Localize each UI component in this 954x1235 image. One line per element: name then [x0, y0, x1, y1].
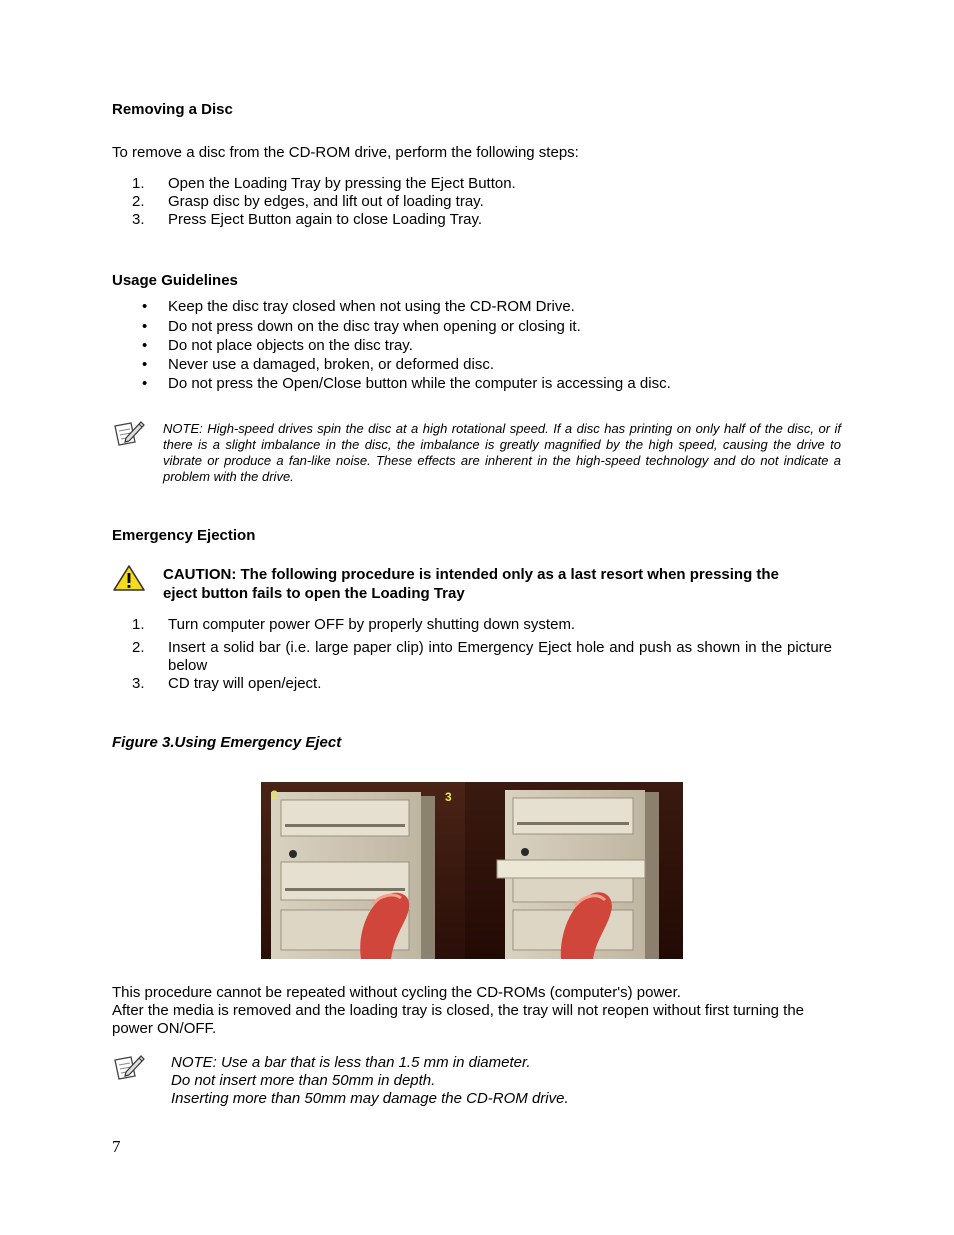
caution-line: eject button fails to open the Loading Tray	[163, 585, 465, 602]
figure-photo-right	[445, 782, 683, 959]
list-number: 2.	[132, 193, 145, 210]
removing-intro: To remove a disc from the CD-ROM drive, perform the following steps:	[112, 144, 579, 161]
figure-caption: Figure 3.Using Emergency Eject	[112, 734, 342, 751]
list-text: Turn computer power OFF by properly shutting down system.	[168, 616, 576, 633]
note-pencil-icon	[113, 1054, 145, 1082]
list-text: Do not press the Open/Close button while the computer is accessing a disc.	[168, 375, 671, 392]
bullet: •	[142, 375, 148, 392]
note-line: Do not insert more than 50mm in depth.	[171, 1072, 436, 1089]
page-number: 7	[112, 1137, 121, 1156]
list-text: CD tray will open/eject.	[168, 675, 322, 692]
list-text: Open the Loading Tray by pressing the Eject Button.	[168, 175, 516, 192]
removing-steps	[112, 175, 842, 235]
list-text: Grasp disc by edges, and lift out of loading tray.	[168, 193, 484, 210]
list-text: Do not place objects on the disc tray.	[168, 337, 413, 354]
list-number: 2.	[132, 639, 145, 656]
warning-triangle-icon	[112, 564, 146, 592]
note-line: Inserting more than 50mm may damage the CD-ROM drive.	[171, 1090, 569, 1107]
emergency-steps	[112, 616, 832, 696]
after-line1: This procedure cannot be repeated without cycling the CD-ROMs (computer's) power.	[112, 984, 681, 1001]
note-line: NOTE: Use a bar that is less than 1.5 mm in diameter.	[171, 1054, 531, 1071]
after-line2: After the media is removed and the loading tray is closed, the tray will not reopen without first turning the power ON/OFF.	[112, 1002, 805, 1037]
removing-heading: Removing a Disc	[112, 101, 233, 118]
list-text: Press Eject Button again to close Loading Tray.	[168, 211, 483, 228]
list-text: Never use a damaged, broken, or deformed disc.	[168, 356, 495, 373]
bullet: •	[142, 337, 148, 354]
list-text: Insert a solid bar (i.e. large paper clip) into Emergency Eject hole and push as shown in the picture below	[168, 639, 832, 674]
caution-line: CAUTION: The following procedure is intended only as a last resort when pressing the	[163, 566, 779, 583]
list-text: Do not press down on the disc tray when opening or closing it.	[168, 318, 581, 335]
note-text	[171, 1054, 831, 1108]
emergency-heading: Emergency Ejection	[112, 527, 256, 544]
usage-heading: Usage Guidelines	[112, 272, 238, 289]
bullet: •	[142, 318, 148, 335]
list-number: 1.	[132, 616, 145, 633]
figure-photo-left	[261, 782, 465, 959]
caution-text	[163, 565, 843, 603]
figure-label: 2	[271, 788, 278, 802]
list-number: 3.	[132, 675, 145, 692]
figure-label: 3	[445, 790, 452, 804]
note-text: NOTE: High-speed drives spin the disc at a high rotational speed. If a disc has printing on only half of the disc, or if there is a slight imbalance in the disc, the imbalance is greatly magnified by the high speed, causing the drive to vibrate or produce a fan-like noise. These effects are inherent in the high-speed technology and do not indicate a problem with the drive.	[163, 421, 841, 484]
list-number: 3.	[132, 211, 145, 228]
note-pencil-icon	[113, 420, 145, 448]
bullet: •	[142, 298, 148, 315]
usage-list	[112, 298, 842, 398]
list-number: 1.	[132, 175, 145, 192]
bullet: •	[142, 356, 148, 373]
list-text: Keep the disc tray closed when not using the CD-ROM Drive.	[168, 298, 575, 315]
